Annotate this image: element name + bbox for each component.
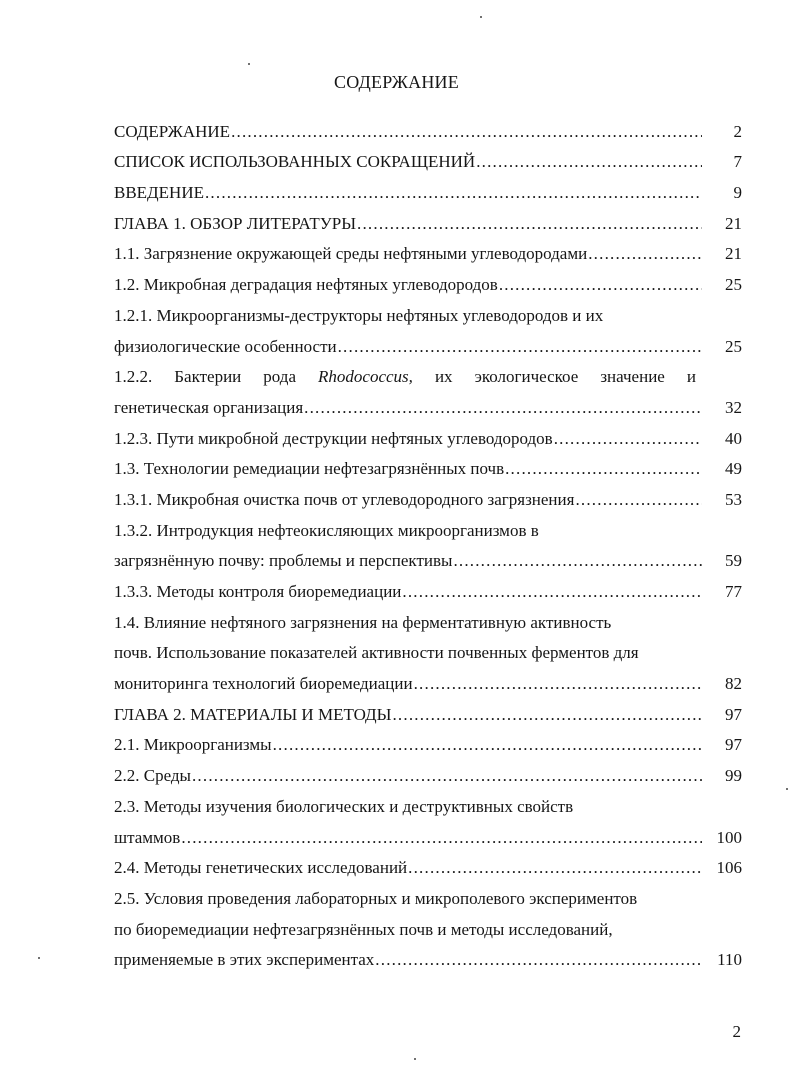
- toc-entry-title: 2.2. Среды: [114, 766, 191, 786]
- toc-entry-2-3[interactable]: [114, 817, 742, 848]
- toc-entry-title: мониторинга технологий биоремедиации: [114, 674, 413, 694]
- toc-entry-title: применяемые в этих экспериментах: [114, 950, 375, 970]
- toc-entry-title: физиологические особенности: [114, 336, 337, 356]
- table-of-contents: [114, 111, 742, 970]
- toc-entry-page: 53: [725, 489, 742, 509]
- toc-entry-2-4[interactable]: [114, 848, 742, 879]
- toc-entry-abbreviations[interactable]: [114, 142, 742, 173]
- toc-entry-page: 97: [725, 704, 742, 724]
- dot-leader: [575, 490, 702, 510]
- toc-entry-1-3-3[interactable]: [114, 571, 742, 602]
- dot-leader: [554, 429, 702, 449]
- toc-entry-title-line: 2.3. Методы изучения биологических и деструктивных свойств: [114, 796, 574, 816]
- toc-entry-title: 1.3.1. Микробная очистка почв от углеводородного загрязнения: [114, 489, 575, 509]
- toc-entry-2-5[interactable]: [114, 940, 742, 971]
- toc-entry-title: генетическая организация: [114, 397, 304, 417]
- toc-entry-page: 49: [725, 459, 742, 479]
- toc-entry-page: 25: [725, 275, 742, 295]
- dot-leader: [192, 766, 702, 786]
- title-word: и: [686, 367, 696, 387]
- dot-leader: [588, 244, 702, 264]
- page-title: СОДЕРЖАНИЕ: [334, 72, 459, 92]
- toc-entry-title-line: 1.2.1. Микроорганизмы-деструкторы нефтяных углеводородов и их: [114, 305, 604, 325]
- toc-entry-1-2-1-line1[interactable]: [114, 295, 742, 326]
- toc-entry-title: 1.3. Технологии ремедиации нефтезагрязнённых почв: [114, 459, 505, 479]
- toc-entry-1-3-1[interactable]: [114, 479, 742, 510]
- title-word: их: [434, 367, 453, 387]
- toc-entry-page: 7: [733, 152, 742, 172]
- toc-entry-title: ГЛАВА 1. ОБЗОР ЛИТЕРАТУРЫ: [114, 213, 357, 233]
- toc-entry-2-2[interactable]: [114, 755, 742, 786]
- toc-entry-title: СПИСОК ИСПОЛЬЗОВАННЫХ СОКРАЩЕНИЙ: [114, 152, 476, 172]
- toc-entry-title: СОДЕРЖАНИЕ: [114, 121, 231, 141]
- toc-entry-page: 32: [725, 397, 742, 417]
- toc-entry-title-line: 1.4. Влияние нефтяного загрязнения на ферментативную активность: [114, 612, 612, 632]
- toc-entry-page: 100: [716, 827, 742, 847]
- toc-entry-1-2-3[interactable]: [114, 418, 742, 449]
- toc-entry-title: 1.2. Микробная деградация нефтяных углеводородов: [114, 275, 498, 295]
- toc-entry-page: 9: [733, 183, 742, 203]
- title-word: Бактерии: [174, 367, 242, 387]
- dot-leader: [453, 551, 702, 571]
- toc-entry-title: ГЛАВА 2. МАТЕРИАЛЫ И МЕТОДЫ: [114, 704, 392, 724]
- toc-entry-page: 97: [725, 735, 742, 755]
- toc-entry-title: 1.2.3. Пути микробной деструкции нефтяных углеводородов: [114, 428, 553, 448]
- title-word: значение: [600, 367, 665, 387]
- scan-speck: [414, 1058, 416, 1060]
- dot-leader: [357, 214, 702, 234]
- scan-speck: [786, 788, 788, 790]
- title-word: экологическое: [474, 367, 579, 387]
- toc-entry-contents[interactable]: [114, 111, 742, 142]
- dot-leader: [375, 950, 702, 970]
- toc-entry-title: 1.3.3. Методы контроля биоремедиации: [114, 582, 402, 601]
- dot-leader: [499, 275, 702, 295]
- toc-entry-title-line: 1.3.2. Интродукция нефтеокисляющих микроорганизмов в: [114, 520, 539, 540]
- toc-entry-title-line: 2.5. Условия проведения лабораторных и микрополевого экспериментов: [114, 888, 638, 908]
- dot-leader: [408, 858, 702, 878]
- toc-entry-2-3-line1[interactable]: [114, 786, 742, 817]
- toc-entry-1-3-2-line1[interactable]: [114, 510, 742, 541]
- toc-entry-1-2-2[interactable]: [114, 387, 742, 418]
- title-word-italic: Rhodococcus,: [318, 367, 413, 387]
- toc-entry-1-4-line2[interactable]: [114, 633, 742, 664]
- toc-entry-page: 99: [725, 766, 742, 786]
- dot-leader: [181, 828, 702, 848]
- dot-leader: [304, 398, 702, 418]
- title-word: 1.2.2.: [114, 367, 153, 387]
- dot-leader: [273, 735, 702, 755]
- toc-entry-1-2[interactable]: [114, 264, 742, 295]
- scan-speck: [248, 63, 250, 65]
- toc-entry-page: 82: [725, 674, 742, 694]
- toc-entry-page: 40: [725, 428, 742, 448]
- toc-entry-page: 110: [717, 950, 742, 970]
- toc-entry-page: 25: [725, 336, 742, 356]
- toc-entry-1-3[interactable]: [114, 449, 742, 480]
- toc-entry-title: загрязнённую почву: проблемы и перспективы: [114, 551, 453, 571]
- justified-title-line: [114, 367, 696, 387]
- dot-leader: [338, 337, 702, 357]
- toc-entry-page: 2: [733, 121, 742, 141]
- toc-entry-page: 21: [725, 213, 742, 233]
- toc-entry-1-3-2[interactable]: [114, 541, 742, 572]
- toc-entry-page: 77: [725, 582, 742, 601]
- dot-leader: [476, 152, 702, 172]
- toc-entry-chapter-1[interactable]: [114, 203, 742, 234]
- toc-entry-title: 2.1. Микроорганизмы: [114, 735, 272, 755]
- dot-leader: [414, 674, 702, 694]
- toc-entry-title: 2.4. Методы генетических исследований: [114, 858, 408, 878]
- dot-leader: [231, 122, 702, 142]
- title-word: рода: [263, 367, 297, 387]
- toc-entry-title: штаммов: [114, 827, 181, 847]
- toc-entry-1-4-line1[interactable]: [114, 602, 742, 633]
- dot-leader: [392, 705, 702, 725]
- toc-entry-title: 1.1. Загрязнение окружающей среды нефтяными углеводородами: [114, 244, 588, 264]
- toc-entry-1-2-2-line1[interactable]: [114, 357, 742, 388]
- toc-entry-title-line: по биоремедиации нефтезагрязнённых почв и методы исследований,: [114, 919, 613, 939]
- toc-entry-page: 59: [725, 551, 742, 571]
- page-number: 2: [732, 1022, 741, 1041]
- scan-speck: [38, 957, 40, 959]
- toc-entry-2-1[interactable]: [114, 725, 742, 756]
- toc-entry-1-4[interactable]: [114, 663, 742, 694]
- toc-entry-title-line: почв. Использование показателей активности почвенных ферментов для: [114, 643, 639, 663]
- dot-leader: [205, 183, 702, 203]
- toc-entry-2-5-line1[interactable]: [114, 878, 742, 909]
- toc-entry-2-5-line2[interactable]: [114, 909, 742, 940]
- toc-entry-introduction[interactable]: [114, 172, 742, 203]
- toc-entry-title: ВВЕДЕНИЕ: [114, 183, 204, 203]
- dot-leader: [402, 582, 702, 602]
- toc-entry-1-1[interactable]: [114, 234, 742, 265]
- scan-speck: [480, 16, 482, 18]
- toc-entry-1-2-1[interactable]: [114, 326, 742, 357]
- toc-entry-page: 106: [716, 858, 742, 878]
- dot-leader: [505, 459, 702, 479]
- toc-entry-page: 21: [725, 244, 742, 264]
- toc-entry-chapter-2[interactable]: [114, 694, 742, 725]
